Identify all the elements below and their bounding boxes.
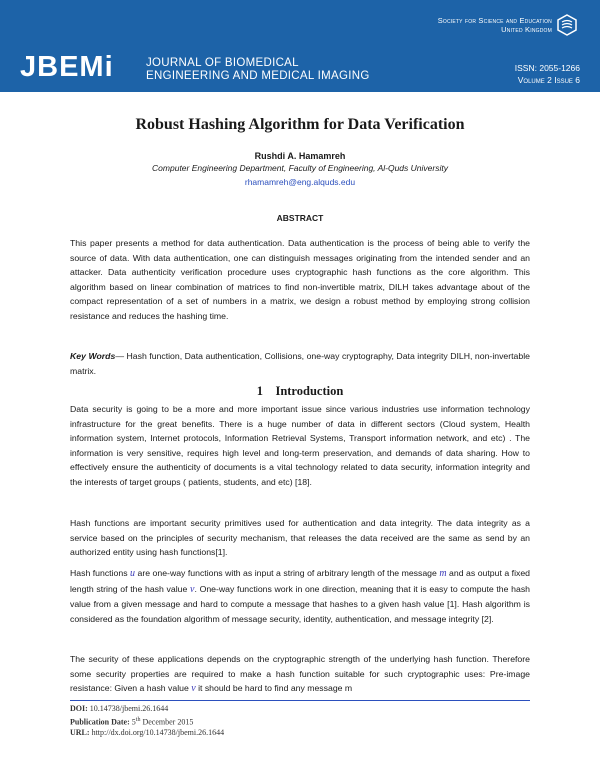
p4-text-a: The security of these applications depends on the cryptographic strength of the underlying hash function. Therefore some security properties are required to make a hash function suitable for such cryptographic uses: Pre-image resistance: Given a hash value — [70, 654, 530, 694]
publication-month-year: December 2015 — [140, 717, 194, 727]
url-link[interactable]: http://dx.doi.org/10.14738/jbemi.26.1644 — [89, 727, 225, 737]
journal-name — [146, 57, 370, 83]
intro-paragraph-2: Hash functions are important security primitives used for authentication and data integrity. The data integrity as a service based on the principles of security mechanism, that releases the data received are the same as send by an authorized entity using hash functions[1]. — [70, 518, 530, 558]
math-var-v: v — [190, 583, 195, 595]
journal-header — [0, 0, 600, 92]
publication-date-line — [70, 715, 530, 728]
article-footer — [70, 700, 530, 738]
publication-day-suffix: th — [135, 716, 141, 723]
doi-label: DOI: — [70, 704, 88, 713]
keywords-label: Key Words — [70, 351, 116, 361]
math-var-m: m — [439, 568, 447, 579]
doi-value: 10.14738/jbemi.26.1644 — [87, 704, 169, 713]
intro-paragraph-3 — [70, 566, 530, 626]
math-var-u: u — [130, 568, 136, 579]
intro-paragraph-4 — [70, 652, 530, 697]
society-line-1: Society for Science and Education — [437, 16, 552, 25]
p3-text-c: and as output a fixed length string of the hash value — [70, 568, 531, 594]
journal-name-line-2: ENGINEERING AND MEDICAL IMAGING — [146, 70, 370, 82]
section-heading-introduction: 1 Introduction — [256, 384, 344, 398]
math-var-v-2: v — [191, 683, 196, 695]
issn-block — [515, 62, 580, 86]
society-logo-icon — [556, 14, 578, 36]
society-line-2: United Kingdom — [501, 25, 552, 34]
p4-text-b: it should be hard to find any message m — [195, 683, 353, 694]
publication-day: 5 — [129, 717, 136, 727]
p3-text-d: . One-way functions work in one direction, meaning that it is easy to compute the hash value from a given message and hard to compute a message that hashes to a given hash value [1]. Hash algorithm is considered as the foundation algorithm of message security, identity, authentication, and message integrity [2]. — [70, 583, 530, 624]
society-name — [438, 16, 552, 34]
keywords-text: — Hash function, Data authentication, Collisions, one-way cryptography, Data integrity DILH, non-invertable matrix. — [70, 351, 530, 376]
abstract-heading: ABSTRACT — [276, 213, 324, 223]
publication-date-label: Publication Date: — [70, 717, 130, 727]
issn: ISSN: 2055-1266 — [514, 63, 580, 73]
paper-title: Robust Hashing Algorithm for Data Verification — [135, 116, 465, 133]
author-affiliation: Computer Engineering Department, Faculty of Engineering, Al-Quds University — [152, 163, 448, 173]
volume-issue: Volume 2 Issue 6 — [517, 75, 580, 85]
journal-logo: JBEMi — [20, 51, 114, 83]
intro-paragraph-1: Data security is going to be a more and more important issue since various industries use information technology infrastructure for the great benefits. There is a huge number of data in different sectors (Cloud system, Health information system, Internet protocols, Information Retrieval Systems, Transport information network, and etc) . The information is very sensitive, requires high level and long-term preservation, and demands of data sharing. How to effectively ensure the authenticity of documents is a vital technology related to data security, information integrity and the interests of target groups ( patients, students, and etc) [18]. — [70, 404, 530, 487]
url-line — [70, 728, 530, 739]
author-email-link[interactable]: rhamamreh@eng.alquds.edu — [244, 177, 356, 187]
abstract-text: This paper presents a method for data authentication. Data authentication is the process of being able to verify the source of data. With data authentication, one can distinguish messages originating from the intended sender and an attacker. Data authenticity verification procedure uses cryptographic hash functions as the core algorithm. This algorithm based on linear combination of matrices to find non-invertible matrix, DILH takes advantage about of the compact representation of a set of numbers in a matrix, we design a robust method by employing strong collision resistance and reduces the hashing time. — [70, 238, 530, 321]
doi-line — [70, 704, 530, 715]
url-label: URL: — [70, 727, 90, 737]
p3-text-a: Hash functions — [70, 568, 131, 578]
author-name: Rushdi A. Hamamreh — [254, 151, 346, 161]
keywords — [70, 349, 530, 378]
journal-name-line-1: JOURNAL OF BIOMEDICAL — [146, 57, 299, 69]
p3-text-b: are one-way functions with as input a string of arbitrary length of the message — [135, 568, 440, 578]
